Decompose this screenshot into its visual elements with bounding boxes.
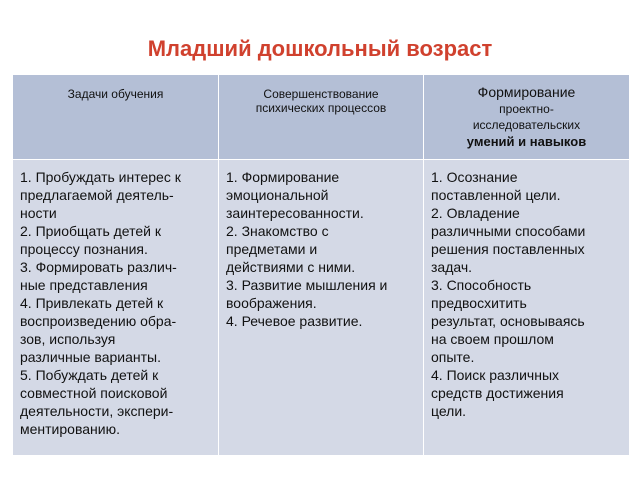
header-col-processes	[219, 75, 424, 160]
list-item: различными способами	[431, 223, 586, 239]
cell-processes	[219, 160, 424, 456]
list-item: 1. Формирование	[226, 169, 340, 185]
list-item: 4. Привлекать детей к	[20, 295, 164, 311]
list-item: 3. Развитие мышления и	[226, 277, 388, 293]
list-item: ности	[20, 205, 57, 221]
list-item: 4. Речевое развитие.	[226, 313, 363, 329]
header-skills-line2: проектно-	[499, 102, 554, 116]
list-item: действиями с ними.	[226, 259, 356, 275]
list-item: предметами и	[226, 241, 318, 257]
header-tasks-label: Задачи обучения	[67, 87, 164, 101]
list-item: зов, используя	[20, 331, 116, 347]
list-item: воспроизведению обра-	[20, 313, 177, 329]
list-item: предвосхитить	[431, 295, 527, 311]
list-item: 2. Знакомство с	[226, 223, 329, 239]
tasks-list	[13, 160, 218, 438]
list-item: ные представления	[20, 277, 148, 293]
list-item: процессу познания.	[20, 241, 148, 257]
skills-list	[424, 160, 629, 420]
list-item: различные варианты.	[20, 349, 161, 365]
cell-skills	[424, 160, 630, 456]
list-item: опыте.	[431, 349, 475, 365]
list-item: цели.	[431, 403, 467, 419]
list-item: деятельности, экспери-	[20, 403, 174, 419]
header-skills-line4: умений и навыков	[466, 134, 587, 149]
list-item: 2. Приобщать детей к	[20, 223, 161, 239]
header-processes-line2: психических процессов	[255, 101, 387, 115]
header-col-skills	[424, 75, 630, 160]
list-item: решения поставленных	[431, 241, 585, 257]
list-item: воображения.	[226, 295, 317, 311]
list-item: поставленной цели.	[431, 187, 561, 203]
header-processes-line1: Совершенствование	[263, 87, 379, 101]
slide-title: Младший дошкольный возраст	[147, 36, 493, 61]
list-item: 3. Способность	[431, 277, 532, 293]
list-item: 5. Побуждать детей к	[20, 367, 159, 383]
list-item: предлагаемой деятель-	[20, 187, 174, 203]
list-item: 4. Поиск различных	[431, 367, 560, 383]
header-skills-line3: исследовательских	[472, 118, 581, 132]
list-item: задач.	[431, 259, 473, 275]
list-item: заинтересованности.	[226, 205, 364, 221]
list-item: 2. Овладение	[431, 205, 520, 221]
table-header-row	[13, 75, 630, 160]
processes-list	[219, 160, 423, 330]
content-table	[12, 74, 630, 456]
header-skills-line1: Формирование	[477, 84, 576, 100]
list-item: ментированию.	[20, 421, 120, 437]
cell-tasks	[13, 160, 219, 456]
list-item: 1. Осознание	[431, 169, 518, 185]
list-item: совместной поисковой	[20, 385, 168, 401]
header-col-tasks	[13, 75, 219, 160]
table-body-row	[13, 160, 630, 456]
list-item: 3. Формировать различ-	[20, 259, 177, 275]
list-item: средств достижения	[431, 385, 564, 401]
list-item: 1. Пробуждать интерес к	[20, 169, 181, 185]
list-item: эмоциональной	[226, 187, 329, 203]
list-item: результат, основываясь	[431, 313, 585, 329]
list-item: на своем прошлом	[431, 331, 554, 347]
